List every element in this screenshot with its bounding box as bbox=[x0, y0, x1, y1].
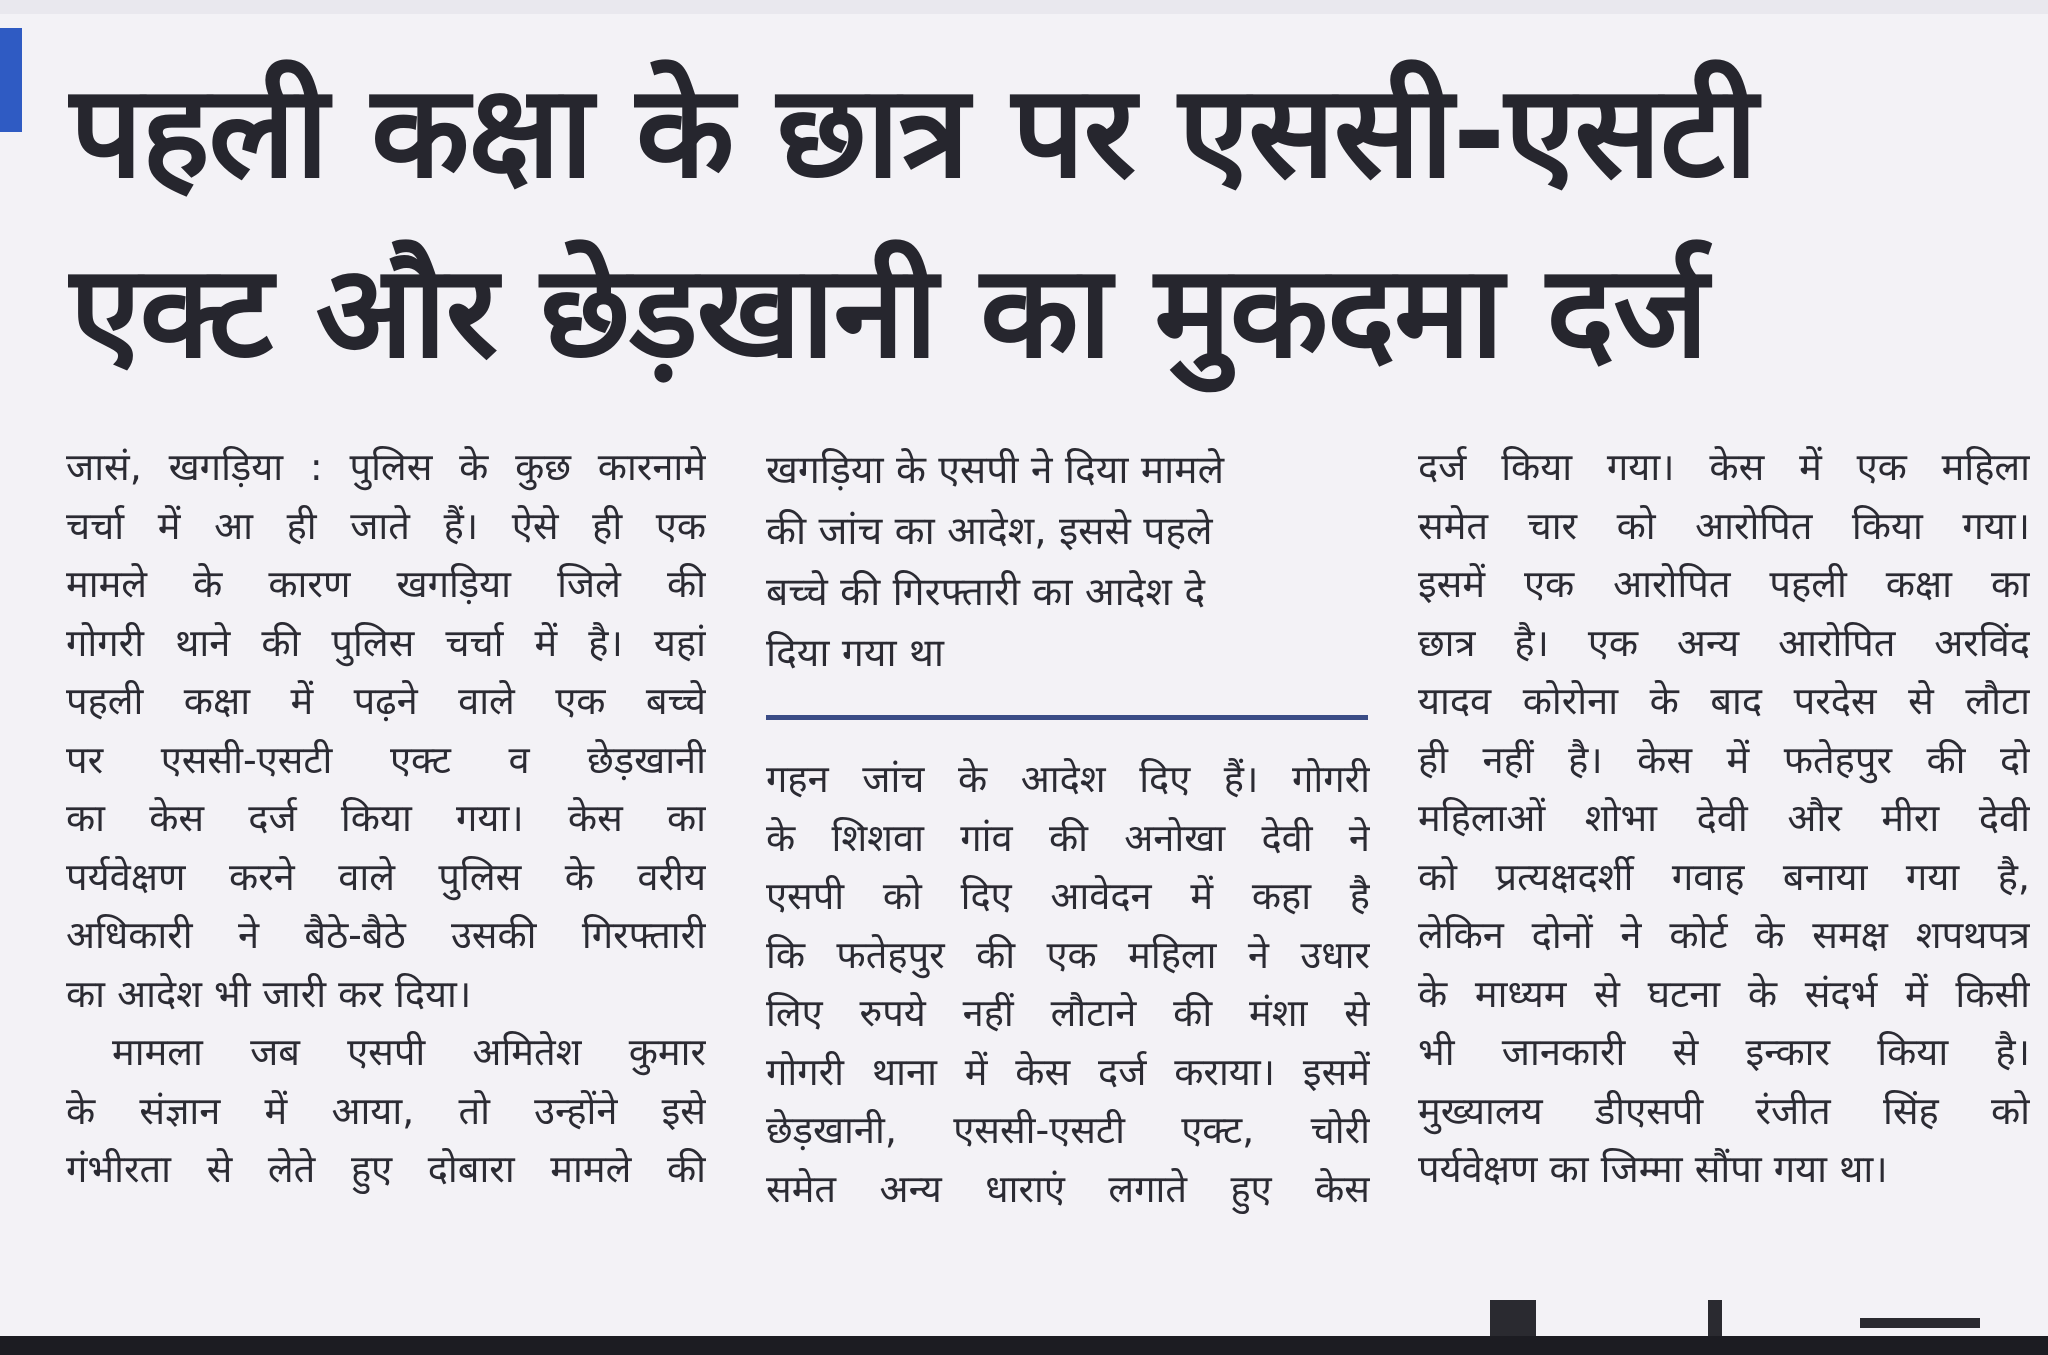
column-1-line: चर्चा में आ ही जाते हैं। ऐसे ही एक bbox=[66, 503, 706, 548]
column-3-line: को प्रत्यक्षदर्शी गवाह बनाया गया है, bbox=[1418, 854, 2030, 899]
cut-off-next-headline-fragment bbox=[1490, 1300, 1536, 1336]
column-1-line: अधिकारी ने बैठे-बैठे उसकी गिरफ्तारी bbox=[66, 913, 706, 957]
column-3-line: भी जानकारी से इन्कार किया है। bbox=[1418, 1030, 2030, 1074]
subheadline-line: खगड़िया के एसपी ने दिया मामले bbox=[766, 448, 1225, 493]
page-top-edge bbox=[0, 0, 2048, 14]
article-column-3 bbox=[1418, 438, 2030, 1199]
column-3-line: पर्यवेक्षण का जिम्मा सौंपा गया था। bbox=[1418, 1147, 1888, 1191]
headline-line-1: पहली कक्षा के छात्र पर एससी-एसटी bbox=[70, 58, 1757, 207]
column-3-line: महिलाओं शोभा देवी और मीरा देवी bbox=[1418, 796, 2030, 840]
column-1-line: पहली कक्षा में पढ़ने वाले एक बच्चे bbox=[66, 679, 706, 723]
column-3-line: छात्र है। एक अन्य आरोपित अरविंद bbox=[1418, 620, 2030, 665]
headline-line-2: एक्ट और छेड़खानी का मुकदमा दर्ज bbox=[70, 238, 1708, 387]
column-2-line: कि फतेहपुर की एक महिला ने उधार bbox=[766, 932, 1370, 977]
column-1-line: का केस दर्ज किया गया। केस का bbox=[66, 796, 706, 840]
column-3-line: दर्ज किया गया। केस में एक महिला bbox=[1418, 445, 2030, 489]
article-column-2 bbox=[766, 750, 1370, 1218]
column-1-line: पर एससी-एसटी एक्ट व छेड़खानी bbox=[66, 737, 706, 782]
column-3-line: लेकिन दोनों ने कोर्ट के समक्ष शपथपत्र bbox=[1418, 913, 2030, 957]
page-bottom-edge bbox=[0, 1336, 2048, 1355]
column-2-line: समेत अन्य धाराएं लगाते हुए केस bbox=[766, 1166, 1370, 1211]
column-2-line: एसपी को दिए आवेदन में कहा है bbox=[766, 874, 1370, 918]
column-3-line: ही नहीं है। केस में फतेहपुर की दो bbox=[1418, 737, 2030, 782]
column-3-line: यादव कोरोना के बाद परदेस से लौटा bbox=[1418, 679, 2030, 723]
column-1-line: गंभीरता से लेते हुए दोबारा मामले की bbox=[66, 1147, 706, 1191]
subheadline bbox=[766, 440, 1366, 684]
column-2-line: छेड़खानी, एससी-एसटी एक्ट, चोरी bbox=[766, 1108, 1370, 1152]
column-1-line: के संज्ञान में आया, तो उन्होंने इसे bbox=[66, 1088, 706, 1133]
column-2-line: गोगरी थाना में केस दर्ज कराया। इसमें bbox=[766, 1049, 1370, 1094]
column-2-line: गहन जांच के आदेश दिए हैं। गोगरी bbox=[766, 757, 1370, 801]
column-2-line: लिए रुपये नहीं लौटाने की मंशा से bbox=[766, 991, 1370, 1035]
article-column-1 bbox=[66, 438, 706, 1199]
column-1-line: का आदेश भी जारी कर दिया। bbox=[66, 971, 472, 1016]
column-3-line: के माध्यम से घटना के संदर्भ में किसी bbox=[1418, 971, 2030, 1016]
subheadline-line: बच्चे की गिरफ्तारी का आदेश दे bbox=[766, 570, 1206, 615]
cut-off-next-headline-fragment bbox=[1860, 1318, 1980, 1328]
cut-off-next-headline-fragment bbox=[1708, 1300, 1722, 1336]
column-1-line: जासं, खगड़िया : पुलिस के कुछ कारनामे bbox=[66, 445, 706, 489]
column-1-line: पर्यवेक्षण करने वाले पुलिस के वरीय bbox=[66, 854, 706, 899]
column-2-line: के शिशवा गांव की अनोखा देवी ने bbox=[766, 815, 1370, 860]
subheadline-line: दिया गया था bbox=[766, 631, 945, 676]
column-3-line: समेत चार को आरोपित किया गया। bbox=[1418, 503, 2030, 548]
column-3-line: मुख्यालय डीएसपी रंजीत सिंह को bbox=[1418, 1088, 2030, 1133]
column-1-line: गोगरी थाने की पुलिस चर्चा में है। यहां bbox=[66, 620, 706, 665]
subheadline-divider bbox=[766, 715, 1368, 720]
column-1-line: मामला जब एसपी अमितेश कुमार bbox=[112, 1030, 706, 1074]
section-color-marker bbox=[0, 28, 22, 132]
subheadline-line: की जांच का आदेश, इससे पहले bbox=[766, 509, 1213, 554]
column-1-line: मामले के कारण खगड़िया जिले की bbox=[66, 562, 706, 606]
column-3-line: इसमें एक आरोपित पहली कक्षा का bbox=[1418, 562, 2030, 606]
